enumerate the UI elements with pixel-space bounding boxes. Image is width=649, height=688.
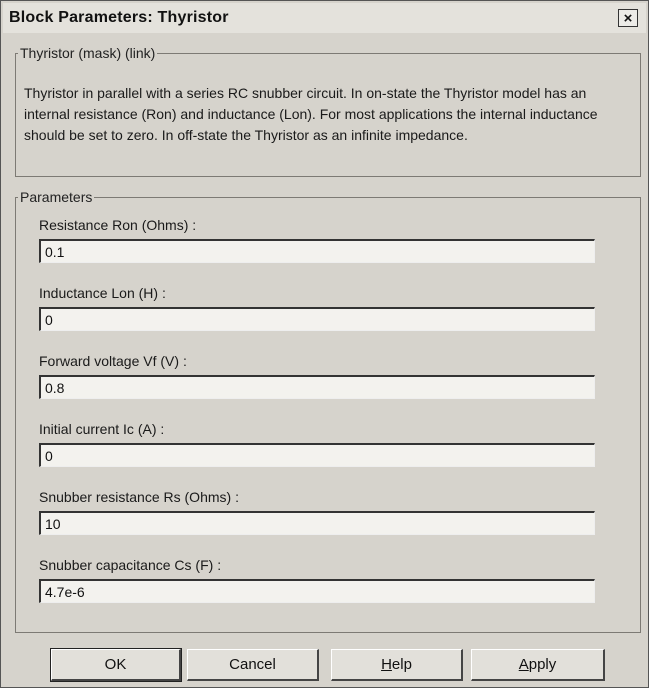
forward-voltage-input[interactable] [39,375,595,399]
param-label: Initial current Ic (A) : [39,421,165,437]
cancel-button-label: Cancel [229,656,276,673]
apply-button-label: pply [528,656,557,673]
param-label: Inductance Lon (H) : [39,285,166,301]
description-text: Thyristor in parallel with a series RC snubber circuit. In on-state the Thyristor model has an internal resistance (Ron) and inductance (Lon). For most applications the internal inductance should be set to zero. In off-state the Thyristor as an infinite impedance. [24,85,598,143]
help-button-mnemonic: H [381,656,392,673]
param-snubber-resistance [39,487,595,535]
apply-button[interactable] [471,649,605,681]
param-initial-current [39,419,595,467]
inductance-lon-input[interactable] [39,307,595,331]
param-label: Forward voltage Vf (V) : [39,353,187,369]
param-inductance-lon [39,283,595,331]
param-resistance-ron [39,215,595,263]
cancel-button[interactable] [187,649,319,681]
param-snubber-capacitance [39,555,595,603]
help-button-label: elp [391,656,412,673]
apply-button-mnemonic: A [518,656,529,673]
description-legend: Thyristor (mask) (link) [20,45,156,61]
close-icon: × [623,9,633,27]
snubber-capacitance-input[interactable] [39,579,595,603]
window-title: Block Parameters: Thyristor [9,9,229,26]
close-button[interactable] [618,9,638,27]
ok-button[interactable] [51,649,181,681]
title-bar[interactable] [3,3,646,33]
snubber-resistance-input[interactable] [39,511,595,535]
param-forward-voltage [39,351,595,399]
help-button[interactable] [331,649,463,681]
param-label: Snubber capacitance Cs (F) : [39,557,222,573]
param-label: Snubber resistance Rs (Ohms) : [39,489,239,505]
param-label: Resistance Ron (Ohms) : [39,217,197,233]
initial-current-input[interactable] [39,443,595,467]
description-group [15,45,641,177]
parameters-legend: Parameters [20,189,93,205]
resistance-ron-input[interactable] [39,239,595,263]
ok-button-label: OK [104,656,127,673]
